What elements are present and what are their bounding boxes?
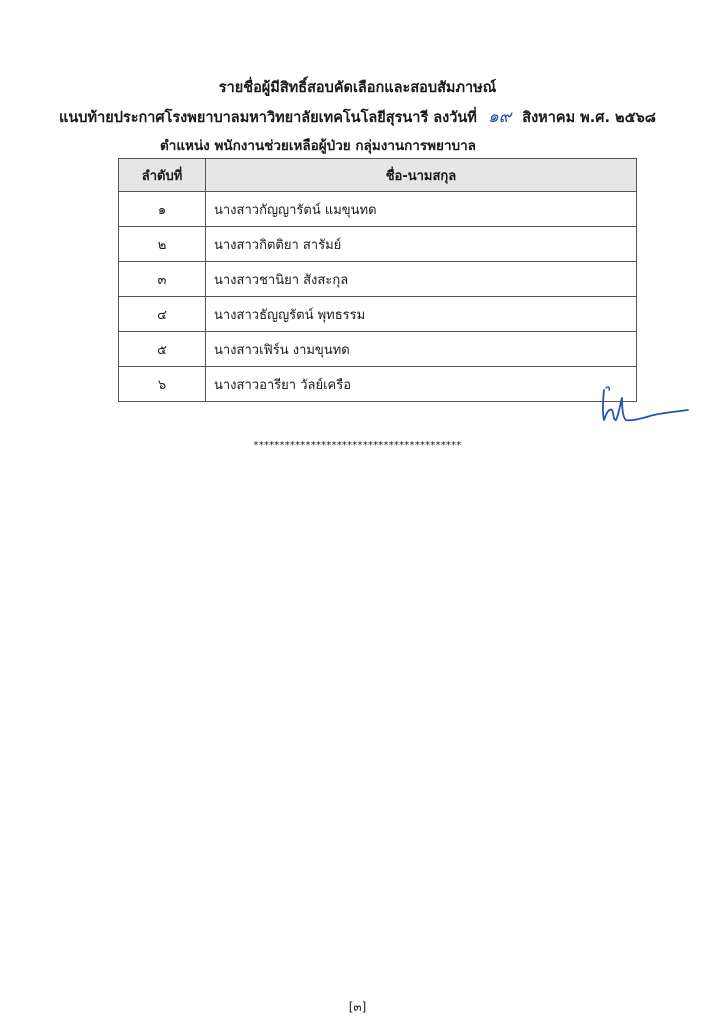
row-name: นางสาวชานิยา สังสะกุล: [206, 262, 637, 297]
row-name: นางสาวเฟิร์น งามขุนทด: [206, 332, 637, 367]
handwritten-day: ๑๙: [487, 107, 512, 127]
table-row: [119, 192, 637, 227]
handwritten-signature: [594, 384, 694, 428]
row-name: นางสาวอารียา วัลย์เครือ: [206, 367, 637, 402]
row-name: นางสาวธัญญรัตน์ พุทธรรม: [206, 297, 637, 332]
subtitle-prefix: แนบท้ายประกาศโรงพยาบาลมหาวิทยาลัยเทคโนโลยีสุรนารี ลงวันที่: [59, 110, 477, 126]
row-number: ๓: [119, 262, 206, 297]
table-row: [119, 262, 637, 297]
document-title: รายชื่อผู้มีสิทธิ์สอบคัดเลือกและสอบสัมภาษณ์: [218, 80, 497, 96]
row-number: ๖: [119, 367, 206, 402]
position-line: ตำแหน่ง พนักงานช่วยเหลือผู้ป่วย กลุ่มงานการพยาบาล: [160, 138, 476, 154]
page-number: [๓]: [348, 1000, 367, 1014]
document-subtitle: [0, 103, 715, 130]
table-header-row: [119, 159, 637, 192]
table-row: [119, 367, 637, 402]
subtitle-suffix: สิงหาคม พ.ศ. ๒๕๖๘: [522, 110, 656, 126]
row-number: ๒: [119, 227, 206, 262]
row-number: ๑: [119, 192, 206, 227]
row-name: นางสาวกัญญารัตน์ แมขุนทด: [206, 192, 637, 227]
header-number: ลำดับที่: [119, 159, 206, 192]
candidate-table: [118, 158, 637, 402]
row-number: ๕: [119, 332, 206, 367]
header-name: ชื่อ-นามสกุล: [206, 159, 637, 192]
table-row: [119, 332, 637, 367]
table-row: [119, 227, 637, 262]
table-row: [119, 297, 637, 332]
separator-line: ****************************************: [253, 440, 462, 451]
row-number: ๔: [119, 297, 206, 332]
row-name: นางสาวกิตติยา สารัมย์: [206, 227, 637, 262]
